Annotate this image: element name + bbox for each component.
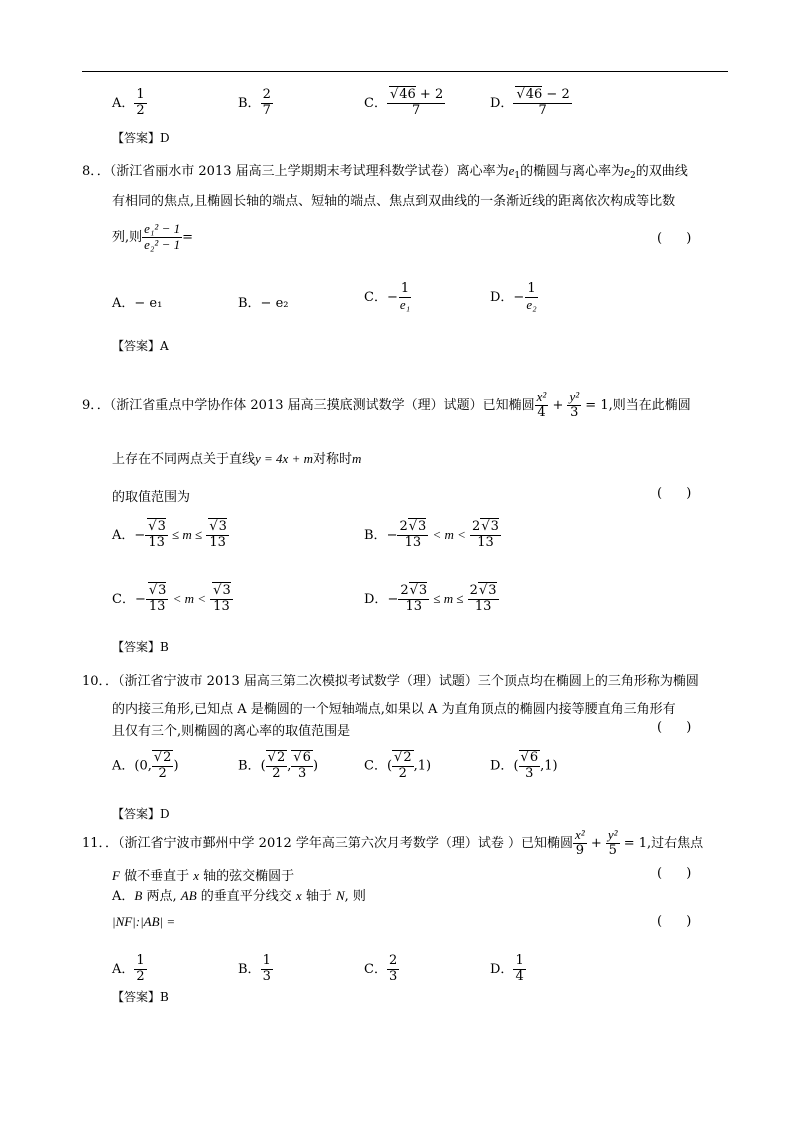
q11-line-1: 11．．（浙江省宁波市鄞州中学 2012 学年高三第六次月考数学（理）试卷 ）已知椭圆 $\frac{\text{x²}}{9}$ + $\frac{\text{y²}}{5}$ = 1,过右焦点 (82, 827, 704, 858)
q9-option-b: B．− $\frac{2√ 3}{13}$ < m < $\frac{2√ 3}{13}$ (364, 520, 501, 551)
q10-option-b: B．( √ $\frac{2}{2}$ , √ $\frac{6}{3}$ ) (238, 750, 318, 782)
q9-option-c: C．− √ $\frac{3}{13}$ < m < √ $\frac{3}{13}$ (112, 584, 233, 615)
q11-option-d: D． $\frac{1}{4}$ (490, 953, 524, 984)
q8-option-a: A．− e₁ (112, 296, 163, 311)
q11-option-b: B． $\frac{1}{3}$ (238, 953, 271, 984)
q7-option-b: B． $\frac{2}{7}$ (238, 87, 271, 118)
q9-line-1: 9．．（浙江省重点中学协作体 2013 届高三摸底测试数学（理）试题）已知椭圆 $\frac{\text{x²}}{4}$ + $\frac{\text{y²}}{3}$ = 1,则当在此椭圆 (82, 389, 691, 420)
q9-option-d: D．− $\frac{2√ 3}{13}$ ≤ m ≤ $\frac{2√ 3}{13}$ (364, 584, 499, 615)
q10-option-c: C．( √ $\frac{2}{2}$ ,1) (364, 750, 431, 782)
q11-answer: 【答案】B (112, 990, 169, 1004)
q10-answer-blank: ( ) (657, 720, 702, 735)
q8-answer-blank: ( ) (657, 231, 702, 246)
q11-line-2: F 做不垂直于 x 轴的弦交椭圆于 (112, 868, 295, 884)
q8-option-c: C．− $\frac{1}{\text{e₁}}$ (364, 281, 411, 312)
q10-line-3: 且仅有三个,则椭圆的离心率的取值范围是 (112, 724, 351, 739)
q9-answer: 【答案】B (112, 640, 169, 654)
q9-option-a: A．− √ $\frac{3}{13}$ ≤ m ≤ √ $\frac{3}{13}$ (112, 520, 229, 551)
q10-line-1: 10．．（浙江省宁波市 2013 届高三第二次模拟考试数学（理）试题）三个顶点均在椭圆上的三角形称为椭圆 (82, 674, 699, 689)
q8-answer: 【答案】A (112, 339, 169, 353)
q11-line-4: |NF|:|AB| = (112, 914, 176, 929)
q8-option-d: D．− $\frac{1}{\text{e₂}}$ (490, 281, 537, 312)
q9-answer-blank: ( ) (657, 486, 702, 501)
q10-line-2: 的内接三角形,已知点 A 是椭圆的一个短轴端点,如果以 A 为直角顶点的椭圆内接等腰直角三角形有 (112, 702, 676, 717)
q8-option-b: B．− e₂ (238, 296, 289, 311)
q7-option-d: D． √ $\frac{46 - 2}{7}$ (490, 88, 572, 119)
q9-line-3: 的取值范围为 (112, 490, 191, 505)
q7-option-c: C． √ $\frac{46 + 2}{7}$ (364, 88, 445, 119)
q11-answer-blank-1: ( ) (657, 866, 702, 881)
q11-option-c: C． $\frac{2}{3}$ (364, 953, 398, 984)
q11-option-a: A． $\frac{1}{2}$ (112, 953, 145, 984)
q9-line-2: 上存在不同两点关于直线y = 4x + m对称时m (112, 451, 362, 467)
q10-option-d: D．( √ $\frac{6}{3}$ ,1) (490, 750, 558, 782)
q11-line-3: A．B 两点, AB 的垂直平分线交 x 轴于 N, 则 (112, 888, 366, 904)
q7-answer: 【答案】D (112, 131, 170, 145)
q8-line-2: 有相同的焦点,且椭圆长轴的端点、短轴的端点、焦点到双曲线的一条渐近线的距离依次构成等比数 (112, 194, 676, 209)
q7-option-a: A． $\frac{1}{2}$ (112, 87, 145, 118)
q8-line-3: 列,则 $\frac{\text{e₁² − 1}}{\text{e₂² − 1}}$ = (112, 221, 194, 252)
q10-answer: 【答案】D (112, 807, 170, 821)
header-rule (82, 71, 728, 72)
q11-answer-blank-2: ( ) (657, 914, 702, 929)
q8-line-1: 8．．（浙江省丽水市 2013 届高三上学期期末考试理科数学试卷）离心率为$e_1$的椭圆与离心率为$e_2$的双曲线 (82, 163, 688, 181)
q10-option-a: A．(0, √ $\frac{2}{2}$ ) (112, 750, 179, 782)
